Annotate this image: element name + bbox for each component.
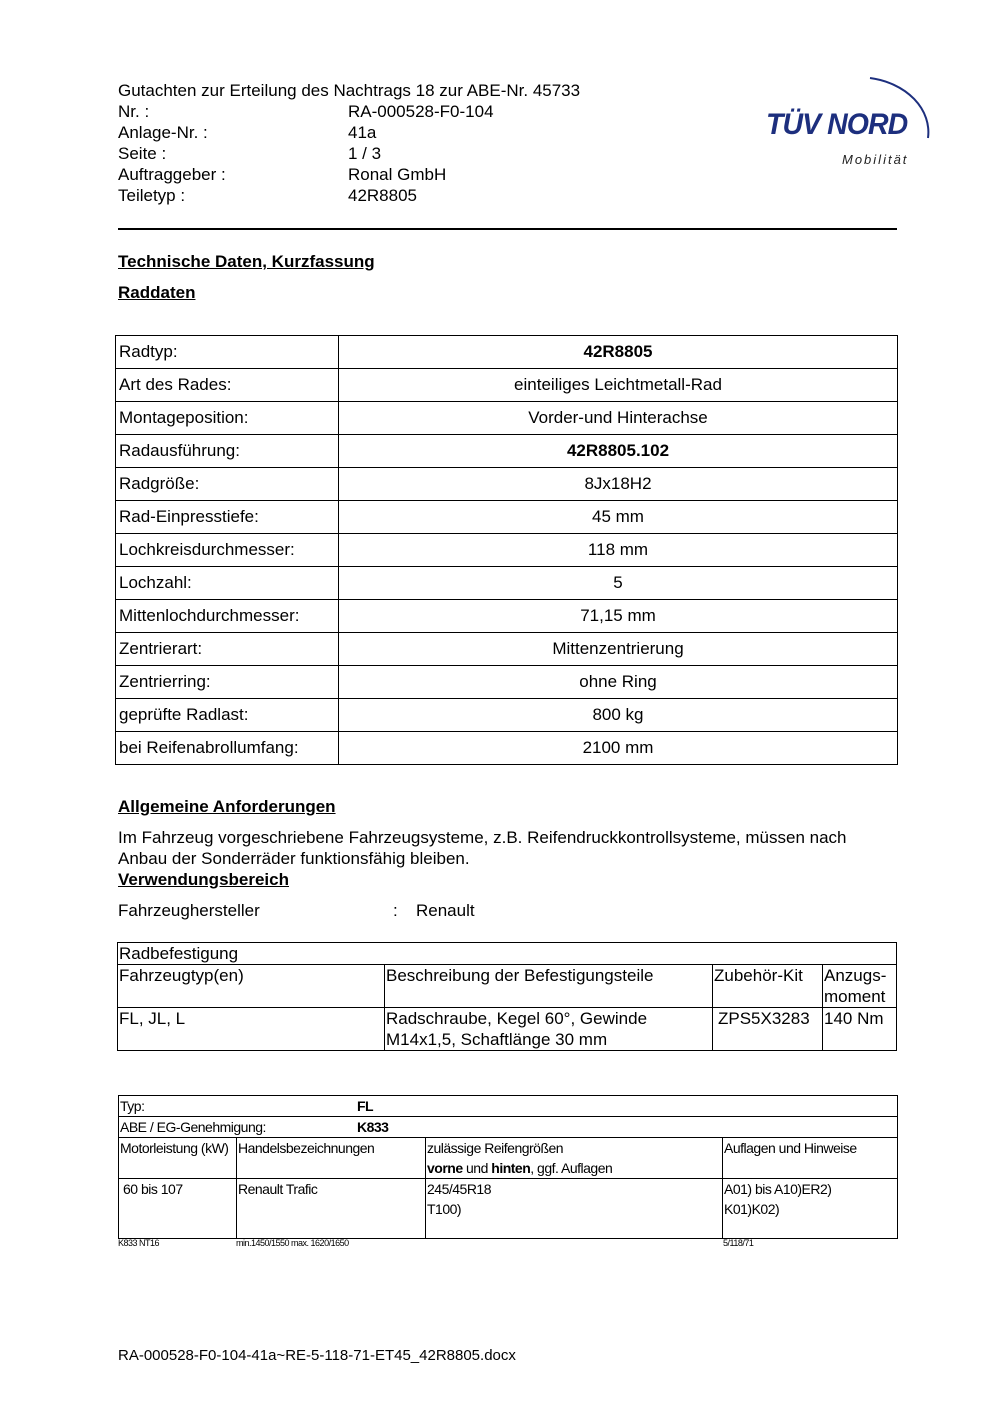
bef-typ: FL, JL, L: [118, 1008, 385, 1051]
befestigung-table: [117, 942, 897, 1051]
raddaten-value: 42R8805: [339, 336, 898, 369]
header-label: Nr. :: [118, 102, 150, 121]
raddaten-row: [116, 336, 898, 369]
typ-header-handel: Handelsbezeichnungen: [237, 1138, 426, 1179]
raddaten-value: 42R8805.102: [339, 435, 898, 468]
header-value: 42R8805: [348, 186, 418, 205]
section-title: Technische Daten, Kurzfassung: [118, 252, 375, 271]
raddaten-value: 5: [339, 567, 898, 600]
typ-handel: Renault Trafic: [237, 1179, 426, 1239]
bef-beschreibung: Radschraube, Kegel 60°, Gewinde M14x1,5, Schaftlänge 30 mm: [385, 1008, 713, 1051]
tuv-nord-logo: [760, 58, 940, 173]
typ-value: FL: [357, 1098, 374, 1114]
raddaten-row: [116, 600, 898, 633]
typ-header-reifen-title: zulässige Reifengrößen: [427, 1140, 564, 1156]
reifen-hinten: hinten: [491, 1160, 531, 1176]
bef-header-moment: Anzugs- moment: [823, 965, 897, 1008]
header-row: [118, 164, 580, 185]
footer-filename: RA-000528-F0-104-41a~RE-5-118-71-ET45_42R8805.docx: [118, 1347, 516, 1364]
header-label: Teiletyp :: [118, 186, 186, 205]
raddaten-value: 45 mm: [339, 501, 898, 534]
raddaten-label: geprüfte Radlast:: [116, 699, 339, 732]
raddaten-label: bei Reifenabrollumfang:: [116, 732, 339, 765]
bef-header-typ: Fahrzeugtyp(en): [118, 965, 385, 1008]
typ-header-auflagen: Auflagen und Hinweise: [723, 1138, 898, 1179]
typ-note-a: K833 NT16: [118, 1238, 160, 1248]
bef-kit: ZPS5X3283: [713, 1008, 823, 1051]
typ-motor: 60 bis 107: [119, 1179, 237, 1239]
allgemein-title: Allgemeine Anforderungen: [118, 797, 336, 816]
raddaten-row: [116, 501, 898, 534]
typ-note-b: min.1450/1550 max. 1620/1650: [236, 1238, 349, 1248]
bef-header-kit: Zubehör-Kit: [713, 965, 823, 1008]
raddaten-label: Radgröße:: [116, 468, 339, 501]
header-value: RA-000528-F0-104: [348, 102, 494, 121]
fahrzeughersteller-value: Renault: [416, 901, 475, 920]
raddaten-table: [115, 335, 898, 765]
typ-header-motor: Motorleistung (kW): [119, 1138, 237, 1179]
typ-header-reifen: [426, 1138, 723, 1179]
raddaten-value: Mittenzentrierung: [339, 633, 898, 666]
raddaten-row: [116, 732, 898, 765]
raddaten-title: Raddaten: [118, 283, 196, 302]
header-value: Ronal GmbH: [348, 165, 447, 184]
logo-subtitle: Mobilität: [842, 152, 909, 167]
raddaten-value: 2100 mm: [339, 732, 898, 765]
raddaten-value: einteiliges Leichtmetall-Rad: [339, 369, 898, 402]
header-label: Auftraggeber :: [118, 165, 226, 184]
header-row: [118, 101, 580, 122]
typ-reifen-1: 245/45R18: [427, 1181, 492, 1197]
raddaten-row: [116, 402, 898, 435]
raddaten-label: Radausführung:: [116, 435, 339, 468]
document-title: Gutachten zur Erteilung des Nachtrags 18 zur ABE-Nr. 45733: [118, 81, 581, 100]
typ-note-c: 5/118/71: [723, 1238, 754, 1248]
typ-table: [118, 1095, 898, 1239]
raddaten-label: Art des Rades:: [116, 369, 339, 402]
typ-auflagen: [723, 1179, 898, 1239]
header-value: 1 / 3: [348, 144, 382, 163]
raddaten-value: 8Jx18H2: [339, 468, 898, 501]
raddaten-label: Lochkreisdurchmesser:: [116, 534, 339, 567]
typ-reifen-2: T100): [427, 1201, 462, 1217]
raddaten-label: Zentrierring:: [116, 666, 339, 699]
header-row: [118, 185, 580, 206]
raddaten-value: 800 kg: [339, 699, 898, 732]
raddaten-value: 71,15 mm: [339, 600, 898, 633]
typ-auflagen-1: A01) bis A10)ER2): [724, 1181, 832, 1197]
document-header: [118, 80, 580, 206]
verwendung-title: Verwendungsbereich: [118, 870, 289, 889]
raddaten-row: [116, 699, 898, 732]
raddaten-value: ohne Ring: [339, 666, 898, 699]
abe-value: K833: [357, 1119, 389, 1135]
fahrzeughersteller-sep: :: [393, 901, 398, 920]
raddaten-row: [116, 633, 898, 666]
raddaten-row: [116, 369, 898, 402]
raddaten-label: Montageposition:: [116, 402, 339, 435]
reifen-und: und: [462, 1160, 492, 1176]
header-row: [118, 143, 580, 164]
raddaten-label: Zentrierart:: [116, 633, 339, 666]
raddaten-label: Radtyp:: [116, 336, 339, 369]
abe-label: ABE / EG-Genehmigung:: [120, 1119, 266, 1135]
typ-reifen: [426, 1179, 723, 1239]
header-label: Anlage-Nr. :: [118, 123, 208, 142]
bef-header-beschreibung: Beschreibung der Befestigungsteile: [385, 965, 713, 1008]
header-value: 41a: [348, 123, 377, 142]
bef-moment: 140 Nm: [823, 1008, 897, 1051]
header-row: [118, 122, 580, 143]
raddaten-value: Vorder-und Hinterachse: [339, 402, 898, 435]
raddaten-label: Lochzahl:: [116, 567, 339, 600]
fahrzeughersteller-label: Fahrzeughersteller: [118, 901, 260, 920]
logo-brand: TÜV NORD: [766, 108, 908, 141]
raddaten-row: [116, 468, 898, 501]
raddaten-label: Rad-Einpresstiefe:: [116, 501, 339, 534]
raddaten-row: [116, 666, 898, 699]
header-divider: [118, 228, 897, 230]
raddaten-label: Mittenlochdurchmesser:: [116, 600, 339, 633]
raddaten-row: [116, 567, 898, 600]
typ-auflagen-2: K01)K02): [724, 1201, 780, 1217]
header-label: Seite :: [118, 144, 167, 163]
reifen-vorne: vorne: [427, 1160, 463, 1176]
befestigung-title: Radbefestigung: [118, 943, 897, 965]
raddaten-row: [116, 435, 898, 468]
raddaten-value: 118 mm: [339, 534, 898, 567]
reifen-auflagen: , ggf. Auflagen: [530, 1160, 613, 1176]
allgemein-text: Im Fahrzeug vorgeschriebene Fahrzeugsysteme, z.B. Reifendruckkontrollsysteme, müssen nach Anbau der Sonderräder funktionsfähig bleiben.: [118, 828, 847, 868]
raddaten-row: [116, 534, 898, 567]
typ-label: Typ:: [120, 1098, 145, 1114]
